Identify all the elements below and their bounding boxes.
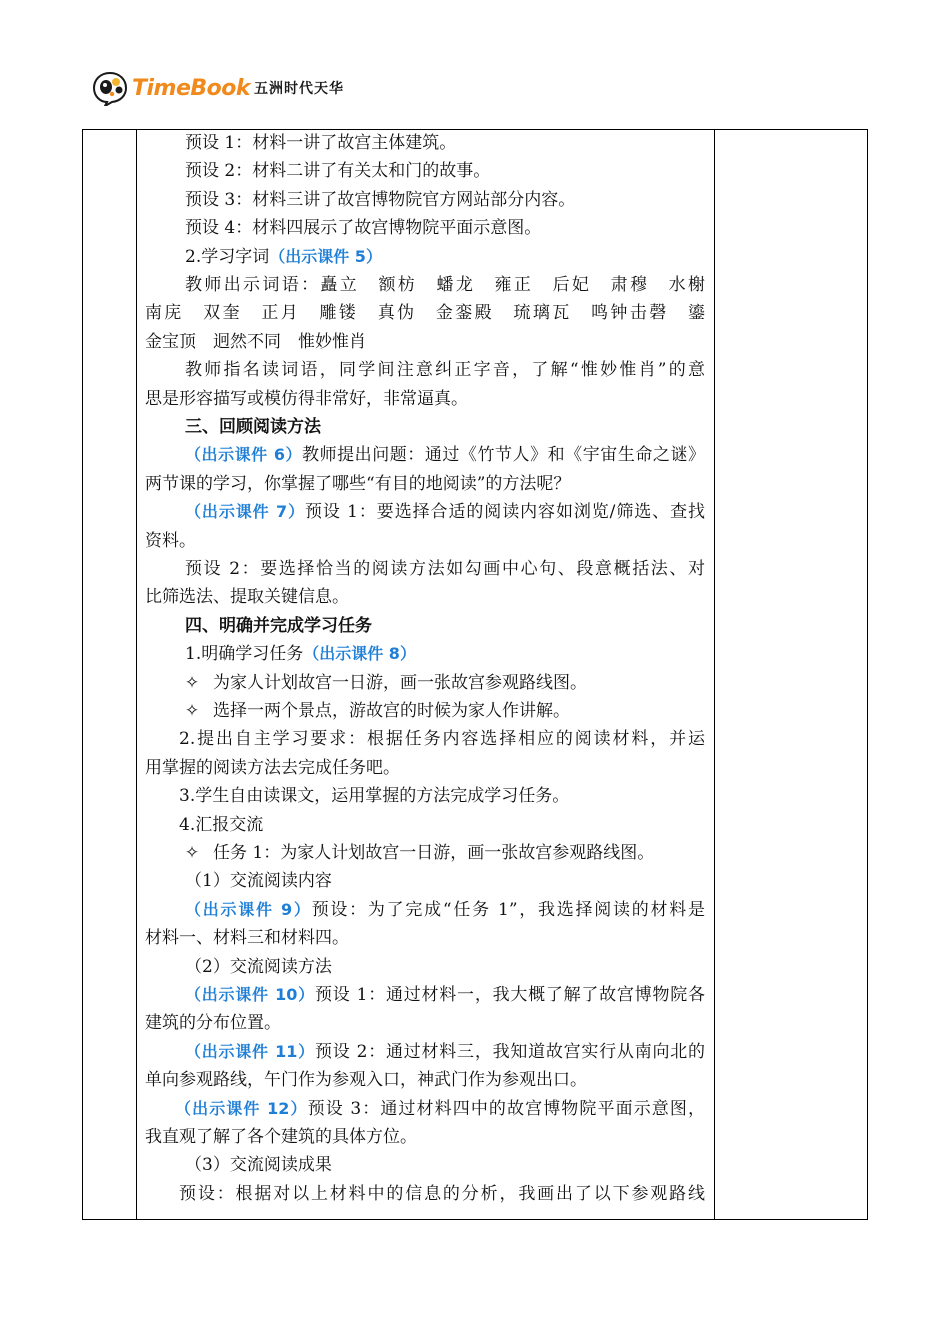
text-span: 教师出示词语：矗立 额枋 蟠龙 雍正 后妃 肃穆 水榭 (185, 275, 705, 295)
courseware-tag: （出示课件 10） (185, 985, 315, 1004)
text-line (145, 413, 321, 441)
text-span: 预设：根据对以上材料中的信息的分析，我画出了以下参观路线 (179, 1183, 705, 1204)
text-line (145, 612, 372, 640)
text-span: 4.汇报交流 (179, 814, 264, 835)
text-line (145, 1066, 587, 1094)
courseware-tag: （出示课件 11） (185, 1041, 315, 1061)
text-line (145, 1038, 705, 1066)
text-span: 预设 2：要选择恰当的阅读方法如勾画中心句、段意概括法、对 (185, 559, 705, 579)
text-line (145, 1123, 417, 1151)
text-span: 为家人计划故宫一日游，画一张故宫参观路线图。 (213, 672, 587, 693)
text-line (145, 328, 366, 356)
text-line (145, 129, 456, 157)
text-span: 预设 2：通过材料三，我知道故宫实行从南向北的 (314, 1041, 705, 1062)
courseware-tag: （出示课件 8） (303, 644, 416, 664)
table-column-divider (714, 130, 715, 1219)
brand-name: TimeBook (132, 75, 251, 101)
text-span: 选择一两个景点，游故宫的时候为家人作讲解。 (213, 701, 570, 721)
text-line (145, 1180, 705, 1208)
text-line (145, 981, 705, 1009)
text-line (145, 498, 705, 526)
text-span: 教师提出问题：通过《竹节人》和《宇宙生命之谜》 (302, 445, 705, 466)
text-line (145, 669, 587, 697)
courseware-tag: （出示课件 5） (269, 246, 382, 266)
text-span: 比筛选法、提取关键信息。 (145, 587, 349, 608)
text-line (145, 725, 705, 753)
text-span: （1）交流阅读内容 (185, 871, 332, 892)
text-span: 材料一、材料三和材料四。 (145, 928, 349, 949)
brand-name-cn: 五洲时代天华 (254, 81, 345, 97)
text-span: （2）交流阅读方法 (185, 956, 332, 977)
text-span: 资料。 (145, 530, 196, 551)
courseware-tag: （出示课件 9） (185, 899, 312, 919)
text-span: 我直观了解了各个建筑的具体方位。 (145, 1127, 417, 1147)
text-line (145, 839, 654, 867)
text-line (145, 754, 400, 782)
timebook-mascot-icon (92, 70, 128, 106)
text-line (145, 1151, 332, 1179)
header-logo (92, 68, 344, 108)
text-line (145, 527, 196, 555)
courseware-tag: （出示课件 6） (185, 445, 303, 465)
table-column-divider (136, 130, 137, 1219)
section-heading: 三、回顾阅读方法 (185, 417, 321, 437)
text-span: 预设 3：材料三讲了故宫博物院官方网站部分内容。 (185, 189, 576, 210)
text-span: 任务 1：为家人计划故宫一日游，画一张故宫参观路线图。 (213, 843, 655, 863)
text-line (145, 1095, 705, 1123)
courseware-tag: （出示课件 7） (185, 502, 306, 522)
text-line (145, 214, 541, 242)
text-line (145, 299, 705, 327)
text-span: 预设 1：要选择合适的阅读内容如浏览/筛选、查找 (305, 502, 705, 523)
diamond-bullet-icon: ✧ (184, 672, 200, 693)
text-span: 两节课的学习，你掌握了哪些“有目的地阅读”的方法呢？ (145, 473, 571, 494)
diamond-bullet-icon: ✧ (184, 701, 200, 721)
text-line (145, 782, 569, 810)
text-line (145, 1009, 281, 1037)
text-span: 用掌握的阅读方法去完成任务吧。 (145, 757, 400, 778)
text-line (145, 470, 570, 498)
text-line (145, 157, 490, 185)
text-span: 单向参观路线，午门作为参观入口，神武门作为参观出口。 (145, 1070, 587, 1091)
text-span: 教师指名读词语，同学间注意纠正字音，了解“惟妙惟肖”的意 (185, 360, 705, 381)
courseware-tag: （出示课件 12） (175, 1098, 308, 1118)
text-line (145, 555, 705, 583)
text-span: 1.明确学习任务 (185, 644, 304, 665)
text-span: 预设 1：材料一讲了故宫主体建筑。 (185, 133, 457, 153)
text-line (145, 583, 349, 611)
text-span: 思是形容描写或模仿得非常好，非常逼真。 (145, 388, 468, 409)
text-line (145, 896, 705, 924)
text-span: 预设：为了完成“任务 1”，我选择阅读的材料是 (311, 899, 705, 920)
text-line (145, 186, 575, 214)
section-heading: 四、明确并完成学习任务 (185, 615, 372, 636)
text-line (145, 441, 705, 469)
text-span: 预设 2：材料二讲了有关太和门的故事。 (185, 161, 491, 182)
text-span: 金宝顶 迥然不同 惟妙惟肖 (145, 331, 366, 352)
text-line (145, 271, 705, 299)
text-line (145, 243, 382, 271)
text-span: 3.学生自由读课文，运用掌握的方法完成学习任务。 (179, 786, 570, 807)
text-line (145, 924, 349, 952)
diamond-bullet-icon: ✧ (184, 843, 200, 863)
text-line (145, 867, 332, 895)
text-span: 预设 3：通过材料四中的故宫博物院平面示意图， (307, 1098, 705, 1119)
text-span: 2.提出自主学习要求：根据任务内容选择相应的阅读材料，并运 (179, 729, 705, 750)
text-line (145, 953, 332, 981)
text-span: 预设 1：通过材料一，我大概了解了故宫博物院各 (314, 985, 705, 1005)
text-line (145, 811, 263, 839)
text-line (145, 385, 468, 413)
text-span: 2.学习字词 (185, 246, 270, 267)
text-span: （3）交流阅读成果 (185, 1155, 332, 1176)
text-line (145, 356, 705, 384)
text-span: 建筑的分布位置。 (145, 1013, 281, 1034)
text-span: 南庑 双奎 正月 雕镂 真伪 金銮殿 琉璃瓦 鸣钟击磬 鎏 (145, 303, 705, 324)
text-line (145, 697, 570, 725)
text-line (145, 640, 416, 668)
text-span: 预设 4：材料四展示了故宫博物院平面示意图。 (185, 218, 542, 239)
